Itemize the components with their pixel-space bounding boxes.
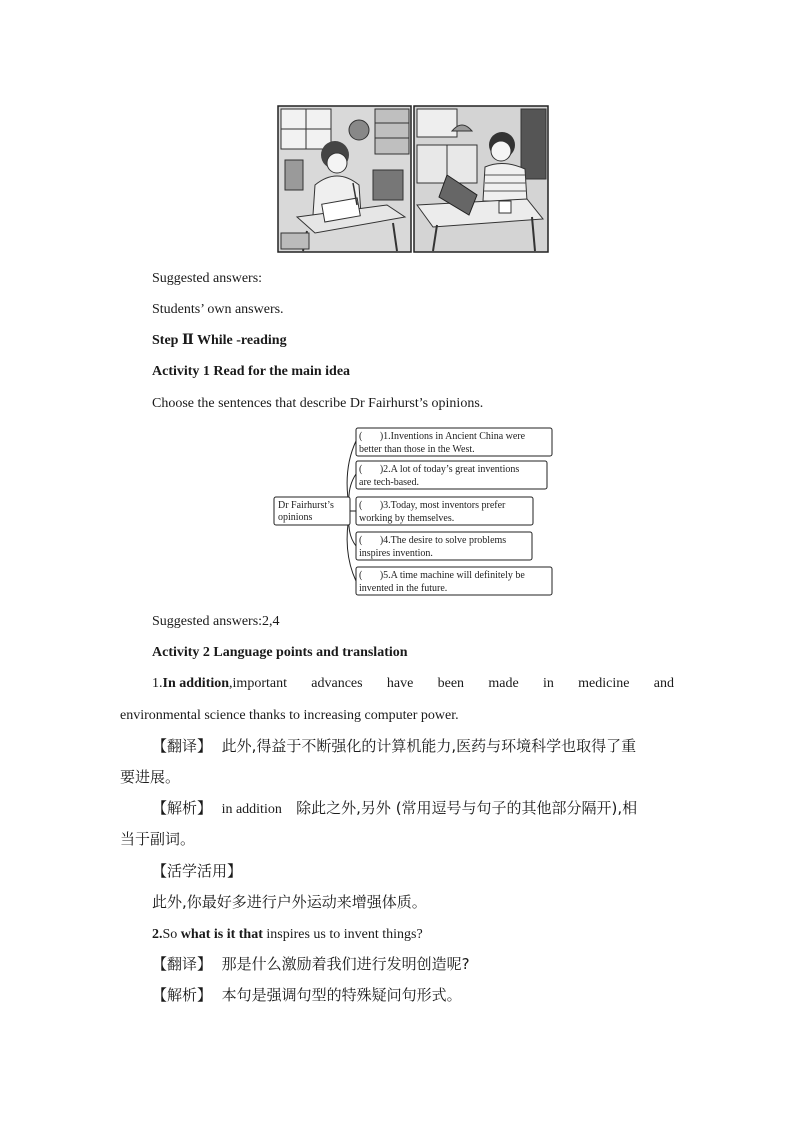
illustration bbox=[277, 105, 549, 253]
step-heading: Step Ⅱ While -reading bbox=[152, 333, 287, 348]
opinion-5-line2: invented in the future. bbox=[359, 583, 448, 594]
analysis-label: 【解析】 bbox=[152, 799, 213, 817]
opinion-2-line1: ( )2.A lot of today’s great inventions bbox=[359, 464, 520, 475]
opinion-1-line2: better than those in the West. bbox=[359, 444, 475, 455]
point1-number: 1. bbox=[152, 676, 163, 691]
point2-keyword: what is it that bbox=[180, 927, 263, 942]
point1-word: in bbox=[542, 676, 554, 691]
point1-word: ,important bbox=[229, 676, 287, 691]
analysis1-text: 除此之外,另外 (常用逗号与句子的其他部分隔开),相 bbox=[296, 799, 638, 817]
point2-number: 2. bbox=[152, 927, 163, 942]
opinions-mindmap bbox=[270, 427, 560, 597]
point1-line2: environmental science thanks to increasing computer power. bbox=[120, 708, 459, 723]
mindmap-center-line1: Dr Fairhurst’s bbox=[278, 500, 334, 511]
point1-word: been bbox=[437, 676, 465, 691]
opinion-3-line2: working by themselves. bbox=[359, 513, 455, 524]
point1-word: and bbox=[653, 676, 674, 691]
translation-label: 【翻译】 bbox=[152, 737, 213, 755]
point1-word: medicine bbox=[578, 676, 630, 691]
translation-label: 【翻译】 bbox=[152, 955, 213, 973]
translation2-text: 那是什么激励着我们进行发明创造呢? bbox=[221, 955, 470, 973]
point1-lead bbox=[152, 675, 287, 693]
translation1-text: 此外,得益于不断强化的计算机能力,医药与环境科学也取得了重 bbox=[221, 737, 637, 755]
translation1 bbox=[152, 737, 636, 755]
translation2 bbox=[152, 955, 470, 973]
analysis1-term: in addition bbox=[221, 802, 282, 817]
students-own-answers: Students’ own answers. bbox=[152, 302, 284, 317]
analysis2-text: 本句是强调句型的特殊疑问句形式。 bbox=[221, 986, 462, 1004]
analysis1 bbox=[152, 799, 637, 819]
point2-post: inspires us to invent things? bbox=[262, 927, 423, 942]
instruction-text: Choose the sentences that describe Dr Fairhurst’s opinions. bbox=[152, 396, 484, 411]
suggested-answers-2: Suggested answers:2,4 bbox=[152, 614, 280, 629]
opinion-5-line1: ( )5.A time machine will definitely be bbox=[359, 570, 525, 581]
point2-sentence bbox=[152, 926, 423, 944]
practice-label: 【活学活用】 bbox=[152, 862, 243, 880]
point1-word: advances bbox=[311, 676, 363, 691]
analysis1-line2: 当于副词。 bbox=[120, 830, 196, 848]
opinion-4-line1: ( )4.The desire to solve problems bbox=[359, 535, 507, 546]
point1-line1 bbox=[152, 675, 674, 693]
activity2-heading: Activity 2 Language points and translation bbox=[152, 645, 408, 660]
analysis2 bbox=[152, 986, 462, 1004]
opinion-4-line2: inspires invention. bbox=[359, 548, 433, 559]
translation1-line2: 要进展。 bbox=[120, 768, 181, 786]
inventor-comparison-illustration bbox=[277, 105, 549, 253]
opinion-3-line1: ( )3.Today, most inventors prefer bbox=[359, 500, 506, 511]
point1-word: have bbox=[386, 676, 414, 691]
point1-word: made bbox=[488, 676, 519, 691]
point1-keyword: In addition bbox=[162, 676, 230, 691]
point2-pre: So bbox=[162, 927, 181, 942]
mindmap-center-line2: opinions bbox=[278, 512, 313, 523]
practice-text: 此外,你最好多进行户外运动来增强体质。 bbox=[152, 893, 427, 911]
activity1-heading: Activity 1 Read for the main idea bbox=[152, 364, 351, 379]
suggested-answers-label: Suggested answers: bbox=[152, 271, 263, 286]
analysis-label: 【解析】 bbox=[152, 986, 213, 1004]
opinion-1-line1: ( )1.Inventions in Ancient China were bbox=[359, 431, 526, 442]
opinion-2-line2: are tech-based. bbox=[359, 477, 419, 488]
